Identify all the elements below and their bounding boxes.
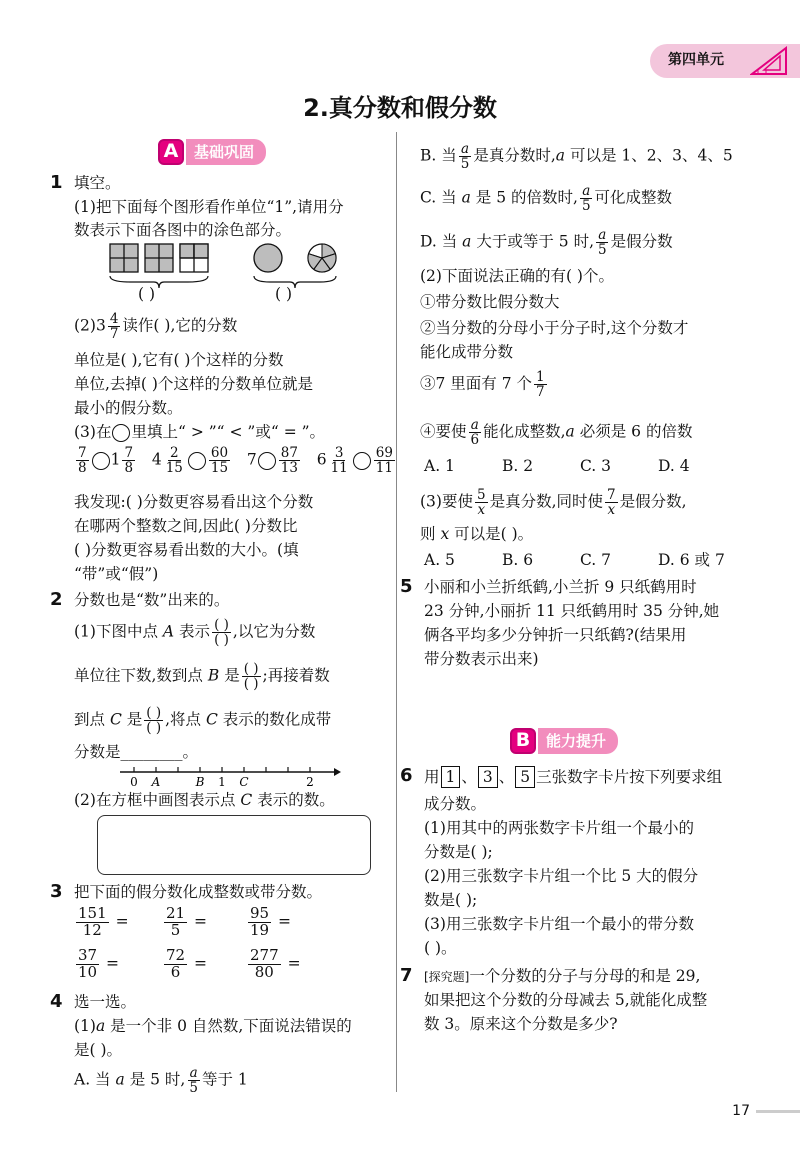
compare-circle-4[interactable]	[353, 452, 371, 470]
q3-item-3: $\frac{95}{19}$ =	[250, 904, 292, 939]
q1-blank-circles[interactable]: ( )	[275, 285, 293, 303]
axis-label-B: B	[195, 775, 205, 788]
q1-number: 1	[50, 172, 63, 193]
q4-s2-item1: ①带分数比假分数大	[420, 293, 560, 311]
section-b-name: 能力提升	[538, 728, 618, 754]
q4-option-d: D. 当 a 大于或等于 5 时, $\frac{a}{5}$ 是假分数	[420, 227, 673, 259]
shaded-circle-2	[308, 244, 336, 272]
section-b-letter: B	[510, 728, 536, 754]
unit-tab	[650, 44, 800, 78]
q2-line2: 单位往下数,数到点 B 是 $\frac{( )}{( )}$ ;再接着数	[74, 661, 330, 693]
q4-s1-line1: (1)a 是一个非 0 自然数,下面说法错误的	[74, 1017, 352, 1035]
axis-label-0: 0	[130, 775, 138, 788]
q4-s2-item2b: 能化成带分数	[420, 343, 514, 361]
q4-number: 4	[50, 991, 63, 1012]
q4-s3-opt-c[interactable]: C. 7	[580, 551, 612, 569]
q4-s2-item2a: ②当分数的分母小于分子时,这个分数才	[420, 319, 689, 337]
q3-item-1: $\frac{151}{12}$ =	[78, 904, 129, 939]
q1-compare-row: $\frac{7}{8}$ 1 $\frac{7}{8}$ 4 $\frac{2}{15}$ $\frac{60}{15}$ 7 $\frac{87}{13}$ 6 $\frac{3}{11}$ $\frac{69}{11}$	[78, 445, 393, 477]
q1-find-line3: ( )分数更容易看出数的大小。(填	[74, 541, 299, 559]
explore-tag: [探究题]	[424, 970, 470, 984]
q2-line5: (2)在方框中画图表示点 C 表示的数。	[74, 791, 335, 809]
q4-head: 选一选。	[74, 993, 137, 1011]
section-a-badge	[158, 138, 266, 166]
q1-find-line1: 我发现:( )分数更容易看出这个分数	[74, 493, 314, 511]
q6-line1: 用 1 、 3 、 5 三张数字卡片按下列要求组	[424, 768, 723, 786]
shaded-square-3	[180, 244, 208, 272]
section-a-letter: A	[158, 139, 184, 165]
q4-s2-opt-d[interactable]: D. 4	[658, 457, 690, 475]
q1-find-line2: 在哪两个整数之间,因此( )分数比	[74, 517, 298, 535]
q7-number: 7	[400, 965, 413, 986]
page-number-rule	[756, 1110, 800, 1113]
q6-number: 6	[400, 765, 413, 786]
q4-s3-line1: (3)要使 $\frac{5}{x}$ 是真分数,同时使 $\frac{7}{x}$ 是假分数,	[420, 487, 687, 519]
q5-line2: 23 分钟,小丽折 11 只纸鹤用时 35 分钟,她	[424, 602, 720, 620]
q4-option-c: C. 当 a 是 5 的倍数时, $\frac{a}{5}$ 可化成整数	[420, 183, 673, 215]
q4-option-a: A. 当 a 是 5 时, $\frac{a}{5}$ 等于 1	[74, 1065, 248, 1097]
q4-s3-opt-b[interactable]: B. 6	[502, 551, 534, 569]
q5-line4: 带分数表示出来)	[424, 650, 539, 668]
q1-p1-line2: 数表示下面各图中的涂色部分。	[74, 221, 292, 239]
q4-s3-line2: 则 x 可以是( )。	[420, 525, 534, 543]
column-divider	[396, 132, 397, 1092]
q1-p2-line4: 最小的假分数。	[74, 399, 183, 417]
q6-p2a: (2)用三张数字卡片组一个比 5 大的假分	[424, 867, 699, 885]
q3-head: 把下面的假分数化成整数或带分数。	[74, 883, 323, 901]
q6-p2b: 数是( );	[424, 891, 478, 909]
q1-p2-line2: 单位是( ),它有( )个这样的分数	[74, 351, 284, 369]
q2-line4: 分数是________。	[74, 743, 199, 761]
compare-circle-icon	[112, 424, 130, 442]
q3-number: 3	[50, 881, 63, 902]
q6-line2: 成分数。	[424, 795, 487, 813]
q7-line1: [探究题]一个分数的分子与分母的和是 29,	[424, 967, 701, 985]
q3-item-6: $\frac{277}{80}$ =	[250, 946, 301, 981]
q5-line1: 小丽和小兰折纸鹤,小兰折 9 只纸鹤用时	[424, 578, 697, 596]
ruler-triangle-icon	[750, 46, 790, 76]
q6-p3a: (3)用三张数字卡片组一个最小的带分数	[424, 915, 694, 933]
q1-p2-line1: (2)3 $\frac{4}{7}$ 读作( ),它的分数	[74, 311, 238, 343]
unit-label: 第四单元	[668, 52, 724, 68]
q1-blank-squares[interactable]: ( )	[138, 285, 156, 303]
q4-s1-line2: 是( )。	[74, 1041, 123, 1059]
q6-p1a: (1)用其中的两张数字卡片组一个最小的	[424, 819, 694, 837]
page-title: 2.真分数和假分数	[303, 94, 497, 122]
axis-label-A: A	[151, 775, 161, 788]
q1-head: 填空。	[74, 174, 121, 192]
q2-number: 2	[50, 589, 63, 610]
section-b-badge	[510, 727, 618, 755]
page-number: 17	[732, 1103, 750, 1119]
section-a-name: 基础巩固	[186, 139, 266, 165]
q6-p3b: ( )。	[424, 939, 457, 957]
q5-number: 5	[400, 576, 413, 597]
q4-s2-opt-c[interactable]: C. 3	[580, 457, 612, 475]
number-card-3: 3	[478, 766, 498, 788]
q4-s2-item3: ③7 里面有 7 个 $\frac{1}{7}$	[420, 369, 545, 401]
q1-p3-line: (3)在 里填上“ > ”“ < ”或“ = ”。	[74, 423, 326, 441]
axis-label-2: 2	[306, 775, 314, 788]
axis-label-1: 1	[218, 775, 226, 788]
q1-p2-line3: 单位,去掉( )个这样的分数单位就是	[74, 375, 313, 393]
q1-find-line4: “带”或“假”)	[74, 565, 159, 583]
q2-head: 分数也是“数”出来的。	[74, 591, 230, 609]
q7-line3: 数 3。原来这个分数是多少?	[424, 1015, 618, 1033]
q2-line3: 到点 C 是 $\frac{( )}{( )}$ ,将点 C 表示的数化成带	[74, 705, 332, 737]
axis-label-C: C	[239, 775, 249, 788]
q4-s2-opt-b[interactable]: B. 2	[502, 457, 534, 475]
number-card-5: 5	[515, 766, 535, 788]
number-card-1: 1	[441, 766, 461, 788]
q4-s3-opt-a[interactable]: A. 5	[424, 551, 455, 569]
drawing-answer-box[interactable]	[97, 815, 371, 875]
q4-s2-opt-a[interactable]: A. 1	[424, 457, 455, 475]
q3-item-5: $\frac{72}{6}$ =	[166, 946, 208, 981]
compare-circle-3[interactable]	[258, 452, 276, 470]
shaded-circle-1	[254, 244, 282, 272]
q7-line2: 如果把这个分数的分母减去 5,就能化成整	[424, 991, 708, 1009]
q4-option-b: B. 当 $\frac{a}{5}$ 是真分数时,a 可以是 1、2、3、4、5	[420, 141, 733, 173]
q3-item-2: $\frac{21}{5}$ =	[166, 904, 208, 939]
shaded-square-1	[110, 244, 138, 272]
compare-circle-2[interactable]	[188, 452, 206, 470]
q1-p1-line1: (1)把下面每个图形看作单位“1”,请用分	[74, 198, 344, 216]
q4-s2-head: (2)下面说法正确的有( )个。	[420, 267, 614, 285]
q2-line1: (1)下图中点 A 表示 $\frac{( )}{( )}$ ,以它为分数	[74, 617, 316, 649]
q4-s3-opt-d[interactable]: D. 6 或 7	[658, 551, 725, 569]
q4-s2-item4: ④要使 $\frac{a}{6}$ 能化成整数,a 必须是 6 的倍数	[420, 417, 693, 449]
compare-circle-1[interactable]	[92, 452, 110, 470]
shaded-square-2	[145, 244, 173, 272]
number-line	[112, 764, 342, 788]
q3-item-4: $\frac{37}{10}$ =	[78, 946, 120, 981]
q5-line3: 俩各平均多少分钟折一只纸鹤?(结果用	[424, 626, 687, 644]
q6-p1b: 分数是( );	[424, 843, 493, 861]
